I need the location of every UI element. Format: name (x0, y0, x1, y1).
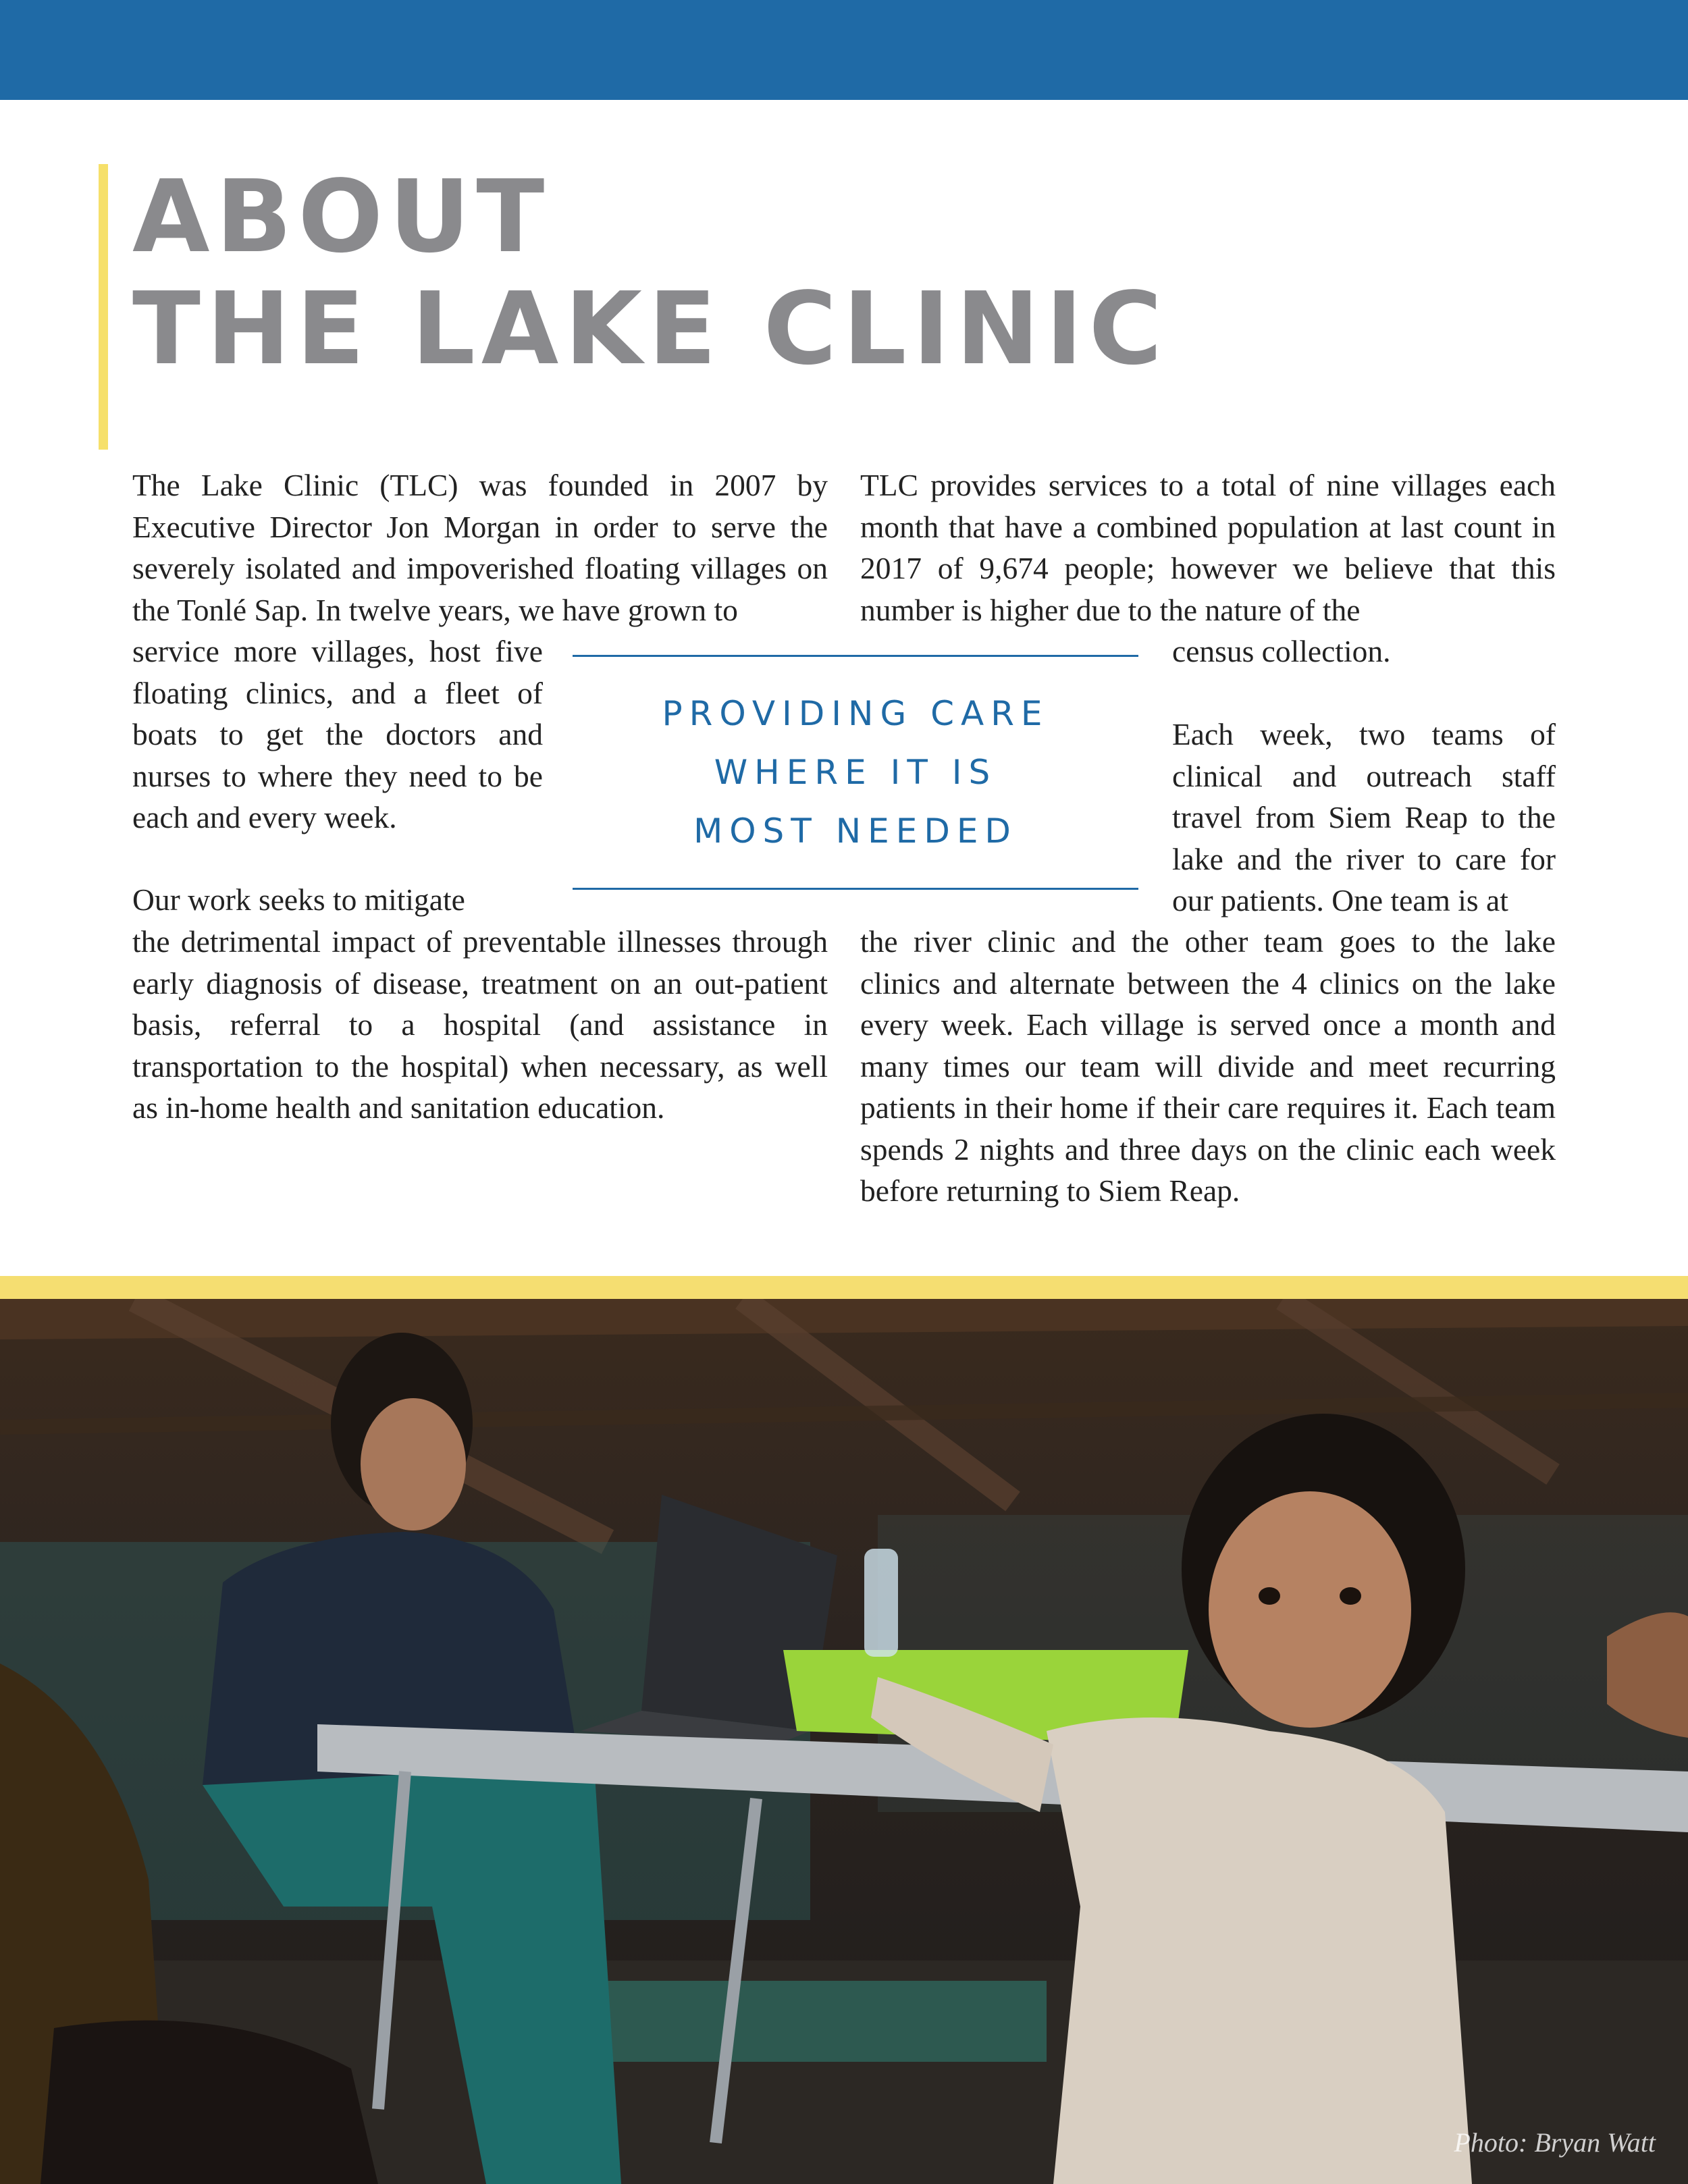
clinic-photo (0, 1299, 1688, 2184)
pull-quote (573, 655, 1138, 890)
left-paragraph-2-bottom: the detrimental impact of preventable illnesses through early diagnosis of disease, treatment on an out-patient basis, referral to a hospital (and assistance in transportation to the hospital) when necessary, as well as in-home health and sanitation education. (132, 924, 828, 1125)
right-paragraph-1-top: TLC provides services to a total of nine villages each month that have a combined population at last count in 2017 of 9,674 people; however we believe that this number is higher due to the nature of the (860, 468, 1556, 627)
pull-quote-line-3: MOST NEEDED (693, 811, 1018, 851)
left-paragraph-1-top: The Lake Clinic (TLC) was founded in 2007 by Executive Director Jon Morgan in order to serve the severely isolated and impoverished floating villages on the Tonlé Sap. In twelve years, we have grown to (132, 468, 828, 627)
right-paragraph-1-bottom: census collection. (1172, 634, 1391, 668)
title-accent-bar (99, 164, 108, 450)
clinic-photo-illustration (0, 1299, 1688, 2184)
page-title (132, 161, 1168, 385)
header-bar (0, 0, 1688, 100)
pull-quote-line-1: PROVIDING CARE (662, 693, 1049, 733)
left-paragraph-1-bottom: service more villages, host five floating clinics, and a fleet of boats to get the doctors and nurses to where they need to be each and every week. (132, 634, 543, 834)
right-paragraph-2-top: Each week, two teams of clinical and outreach staff travel from Siem Reap to the lake and the river to care for our patients. One team is at (1172, 717, 1556, 917)
right-paragraph-2-bottom: the river clinic and the other team goes to the lake clinics and alternate between the 4 clinics on the lake every week. Each village is served once a month and many times our team will divide and meet recurring patients in their home if their care requires it. Each team spends 2 nights and three days on the clinic each week before returning to Siem Reap. (860, 924, 1556, 1208)
page-title-line-2: THE LAKE CLINIC (132, 271, 1169, 387)
left-paragraph-2-top: Our work seeks to mitigate (132, 882, 465, 917)
pull-quote-line-2: WHERE IT IS (714, 752, 997, 792)
photo-credit: Photo: Bryan Watt (1454, 2127, 1656, 2158)
page-title-line-1: ABOUT (132, 159, 551, 275)
photo-top-border (0, 1276, 1688, 1299)
